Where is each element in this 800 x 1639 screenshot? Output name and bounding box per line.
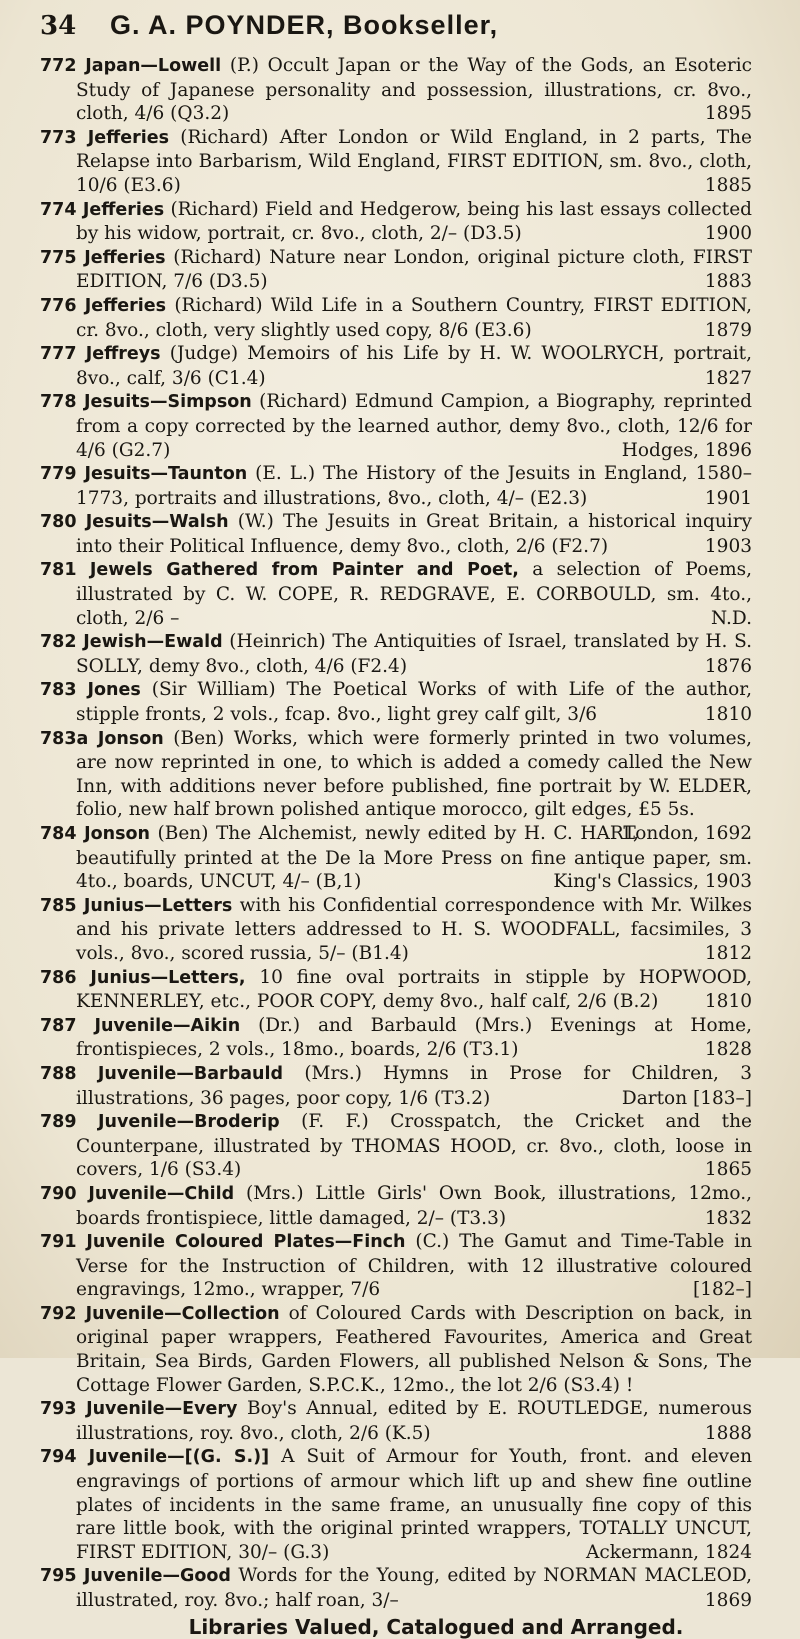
entry-description: (P.) Occult Japan or the Way of the Gods, an Esoteric Study of Japanese personality and possession, illustrations, cr. 8vo., cloth, 4/6 (Q3.2) bbox=[76, 55, 752, 125]
entry-description: 10 fine oval portraits in stipple by HOPWOOD, KENNERLEY, etc., POOR COPY, demy 8vo., half calf, 2/6 (B.2) bbox=[76, 966, 752, 1013]
entry-heading: Jefferies bbox=[84, 247, 166, 268]
entry-number: 784 bbox=[40, 824, 77, 844]
catalogue-entry bbox=[40, 390, 752, 462]
entry-date: [182–] bbox=[693, 1279, 752, 1301]
entry-number: 792 bbox=[40, 1303, 77, 1324]
catalogue-entries bbox=[40, 54, 752, 1613]
catalogue-entry bbox=[40, 1230, 752, 1302]
entry-date: 1888 bbox=[704, 1422, 752, 1444]
entry-number: 779 bbox=[40, 464, 77, 485]
entry-number: 788 bbox=[40, 1063, 77, 1084]
entry-date: 1812 bbox=[704, 942, 752, 964]
entry-description: (Richard) After London or Wild England, in 2 parts, The Relapse into Barbarism, Wild England, FIRST EDITION, sm. 8vo., cloth, 10/6 (E3.6) bbox=[76, 126, 752, 196]
entry-date: 1865 bbox=[704, 1159, 752, 1181]
entry-description: (Dr.) and Barbauld (Mrs.) Evenings at Home, frontispieces, 2 vols., 18mo., boards, 2/6 (T3.1) bbox=[76, 1014, 753, 1061]
entry-number: 774 bbox=[40, 199, 77, 220]
entry-description: (Sir William) The Poetical Works of with Life of the author, stipple fronts, 2 vols., fcap. 8vo., light grey calf gilt, 3/6 bbox=[76, 679, 752, 726]
entry-number: 787 bbox=[40, 1015, 77, 1036]
entry-number: 781 bbox=[40, 560, 77, 581]
entry-date: 1879 bbox=[704, 319, 752, 341]
entry-number: 772 bbox=[40, 56, 77, 76]
entry-description: (Heinrich) The Antiquities of Israel, translated by H. S. SOLLY, demy 8vo., cloth, 4/6 (F2.4) bbox=[76, 631, 752, 677]
entry-date: London, 1692 bbox=[622, 823, 752, 844]
catalogue-entry bbox=[40, 1397, 752, 1445]
entry-date: 1900 bbox=[704, 223, 752, 245]
entry-date: Darton [183–] bbox=[621, 1087, 752, 1109]
entry-description: (Mrs.) Hymns in Prose for Children, 3 illustrations, 36 pages, poor copy, 1/6 (T3.2) bbox=[76, 1062, 752, 1109]
entry-description: (Richard) Nature near London, original picture cloth, FIRST EDITION, 7/6 (D3.5) bbox=[76, 246, 752, 293]
entry-number: 790 bbox=[40, 1183, 77, 1204]
entry-heading: Jeffreys bbox=[85, 344, 161, 365]
entry-date: 1810 bbox=[704, 704, 752, 726]
entry-date: 1876 bbox=[704, 655, 752, 677]
catalogue-entry bbox=[40, 1302, 752, 1397]
entry-number: 794 bbox=[40, 1447, 77, 1468]
entry-date: 1827 bbox=[704, 367, 752, 389]
entry-number: 789 bbox=[40, 1112, 77, 1133]
catalogue-entry bbox=[40, 54, 752, 126]
running-head: G. A. POYNDER, Bookseller, bbox=[110, 10, 499, 40]
page-header bbox=[40, 10, 752, 54]
entry-date: Ackermann, 1824 bbox=[586, 1541, 752, 1563]
entry-heading: Jesuits—Walsh bbox=[85, 512, 229, 533]
entry-date: 1828 bbox=[704, 1039, 752, 1061]
entry-heading: Japan—Lowell bbox=[85, 56, 222, 76]
catalogue-entry bbox=[40, 630, 752, 678]
entry-heading: Juvenile—Good bbox=[83, 1566, 231, 1587]
entry-number: 786 bbox=[40, 967, 77, 988]
entry-date: 1895 bbox=[704, 103, 752, 125]
entry-description: of Coloured Cards with Description on back, in original paper wrappers, Feathered Favourites, America and Great Britain, Sea Birds, Garden Flowers, all published Nelson & Sons, The Cottage Flower Garden, S.P.C.K., 12mo., the lot 2/6 (S3.4) ! bbox=[76, 1302, 752, 1396]
catalogue-entry bbox=[40, 198, 752, 246]
entry-number: 785 bbox=[40, 895, 77, 916]
catalogue-entry bbox=[40, 126, 752, 198]
entry-description: Words for the Young, edited by NORMAN MACLEOD, illustrated, roy. 8vo.; half roan, 3/– bbox=[76, 1565, 752, 1611]
entry-description: (F. F.) Crosspatch, the Cricket and the Counterpane, illustrated by THOMAS HOOD, cr. 8vo., cloth, loose in covers, 1/6 (S3.4) bbox=[76, 1111, 752, 1181]
entry-description: Boy's Annual, edited by E. ROUTLEDGE, numerous illustrations, roy. 8vo., cloth, 2/6 (K.5) bbox=[76, 1398, 752, 1444]
entry-number: 795 bbox=[40, 1566, 77, 1587]
entry-description: a selection of Poems, illustrated by C. W. COPE, R. REDGRAVE, E. CORBOULD, sm. 4to., cloth, 2/6 – bbox=[76, 559, 752, 629]
entry-date: 1832 bbox=[704, 1207, 752, 1229]
entry-number: 776 bbox=[40, 295, 77, 316]
page-number: 34 bbox=[40, 11, 77, 41]
catalogue-entry bbox=[40, 1445, 752, 1564]
entry-heading: Juvenile—Broderip bbox=[98, 1112, 280, 1133]
catalogue-entry bbox=[40, 1014, 752, 1062]
entry-heading: Juvenile—Child bbox=[88, 1183, 235, 1204]
catalogue-entry bbox=[40, 1110, 752, 1182]
entry-number: 780 bbox=[40, 512, 77, 533]
entry-description: (Richard) Field and Hedgerow, being his last essays collected by his widow, portrait, cr. 8vo., cloth, 2/– (D3.5) bbox=[76, 198, 752, 245]
entry-heading: Juvenile—[(G. S.)] bbox=[88, 1447, 270, 1468]
entry-heading: Junius—Letters bbox=[83, 895, 233, 916]
entry-description: with his Confidential correspondence with Mr. Wilkes and his private letters addressed to H. S. WOODFALL, facsimiles, 3 vols., 8vo., scored russia, 5/– (B1.4) bbox=[76, 894, 752, 964]
footer-advert: Libraries Valued, Catalogued and Arranged. bbox=[188, 1614, 684, 1639]
entry-heading: Jesuits—Taunton bbox=[84, 464, 248, 485]
catalogue-entry bbox=[40, 1564, 752, 1612]
entry-heading: Jefferies bbox=[82, 199, 165, 220]
entry-number: 791 bbox=[40, 1232, 77, 1253]
entry-heading: Jewels Gathered from Painter and Poet, bbox=[89, 560, 519, 581]
entry-date: King's Classics, 1903 bbox=[553, 871, 752, 893]
entry-date: Hodges, 1896 bbox=[621, 439, 752, 461]
entry-number: 783a bbox=[40, 728, 89, 749]
entry-date: 1883 bbox=[704, 271, 752, 293]
entry-heading: Jefferies bbox=[87, 127, 170, 148]
catalogue-entry bbox=[40, 966, 752, 1014]
entry-date: 1869 bbox=[704, 1590, 752, 1611]
catalogue-entry bbox=[40, 1062, 752, 1110]
entry-description: (Richard) Edmund Campion, a Biography, reprinted from a copy corrected by the learned author, demy 8vo., cloth, 12/6 for 4/6 (G2.7) bbox=[76, 391, 752, 461]
entry-number: 773 bbox=[40, 127, 77, 148]
entry-heading: Jonson bbox=[97, 728, 164, 749]
entry-heading: Juvenile—Barbauld bbox=[97, 1063, 284, 1084]
entry-heading: Junius—Letters, bbox=[90, 967, 246, 988]
entry-heading: Juvenile—Collection bbox=[85, 1303, 280, 1324]
entry-heading: Jones bbox=[87, 680, 141, 701]
catalogue-entry bbox=[40, 1182, 752, 1230]
entry-description: (C.) The Gamut and Time-Table in Verse for the Instruction of Children, with 12 illustrative coloured engravings, 12mo., wrapper, 7/6 bbox=[76, 1231, 753, 1301]
entry-number: 778 bbox=[40, 392, 77, 413]
entry-heading: Jesuits—Simpson bbox=[83, 392, 252, 413]
entry-date: 1885 bbox=[704, 174, 752, 196]
entry-heading: Juvenile Coloured Plates—Finch bbox=[86, 1232, 406, 1253]
entry-description: A Suit of Armour for Youth, front. and eleven engravings of portions of armour which lift up and shew fine outline plates of incidents in the same frame, an unusually fine copy of this rare little book, with the original printed wrappers, TOTALLY UNCUT, FIRST EDITION, 30/– (G.3) bbox=[76, 1446, 752, 1563]
entry-date: N.D. bbox=[711, 607, 752, 629]
entry-heading: Jewish—Ewald bbox=[83, 632, 223, 653]
catalogue-entry bbox=[40, 462, 752, 510]
entry-date: 1903 bbox=[704, 535, 752, 557]
entry-description: (Ben) Works, which were formerly printed in two volumes, are now reprinted in one, to which is added a comedy called the New Inn, with additions never before published, fine portrait by W. ELDER, folio, new half brown polished antique morocco, gilt edges, £5 5s. bbox=[76, 727, 752, 821]
entry-heading: Juvenile—Every bbox=[86, 1399, 238, 1420]
catalogue-entry bbox=[40, 246, 752, 294]
entry-description: (W.) The Jesuits in Great Britain, a historical inquiry into their Political Influence, demy 8vo., cloth, 2/6 (F2.7) bbox=[76, 511, 753, 557]
catalogue-entry bbox=[40, 294, 752, 342]
catalogue-entry bbox=[40, 678, 752, 726]
entry-date: 1810 bbox=[704, 991, 752, 1013]
entry-date: 1901 bbox=[704, 487, 752, 509]
entry-heading: Jonson bbox=[84, 824, 150, 844]
entry-description: (E. L.) The History of the Jesuits in England, 1580–1773, portraits and illustrations, 8vo., cloth, 4/– (E2.3) bbox=[76, 463, 752, 509]
entry-number: 783 bbox=[40, 680, 77, 701]
entry-number: 793 bbox=[40, 1399, 77, 1420]
catalogue-entry bbox=[40, 510, 752, 558]
entry-number: 777 bbox=[40, 344, 77, 365]
entry-description: (Mrs.) Little Girls' Own Book, illustrations, 12mo., boards frontispiece, little damaged, 2/– (T3.3) bbox=[76, 1182, 752, 1229]
catalogue-entry bbox=[40, 558, 752, 630]
entry-description: (Ben) The Alchemist, newly edited by H. C. HART, beautifully printed at the De la More Press on fine antique paper, sm. 4to., boards, UNCUT, 4/– (B,1) bbox=[76, 823, 752, 893]
entry-number: 782 bbox=[40, 632, 77, 653]
entry-description: (Richard) Wild Life in a Southern Country, FIRST EDITION, cr. 8vo., cloth, very slightly used copy, 8/6 (E3.6) bbox=[76, 294, 752, 341]
entry-heading: Jefferies bbox=[84, 295, 167, 316]
catalogue-entry bbox=[40, 894, 752, 966]
entry-heading: Juvenile—Aikin bbox=[94, 1015, 241, 1036]
catalogue-entry bbox=[40, 342, 752, 390]
entry-number: 775 bbox=[40, 247, 77, 268]
entry-description: (Judge) Memoirs of his Life by H. W. WOOLRYCH, portrait, 8vo., calf, 3/6 (C1.4) bbox=[76, 343, 752, 389]
